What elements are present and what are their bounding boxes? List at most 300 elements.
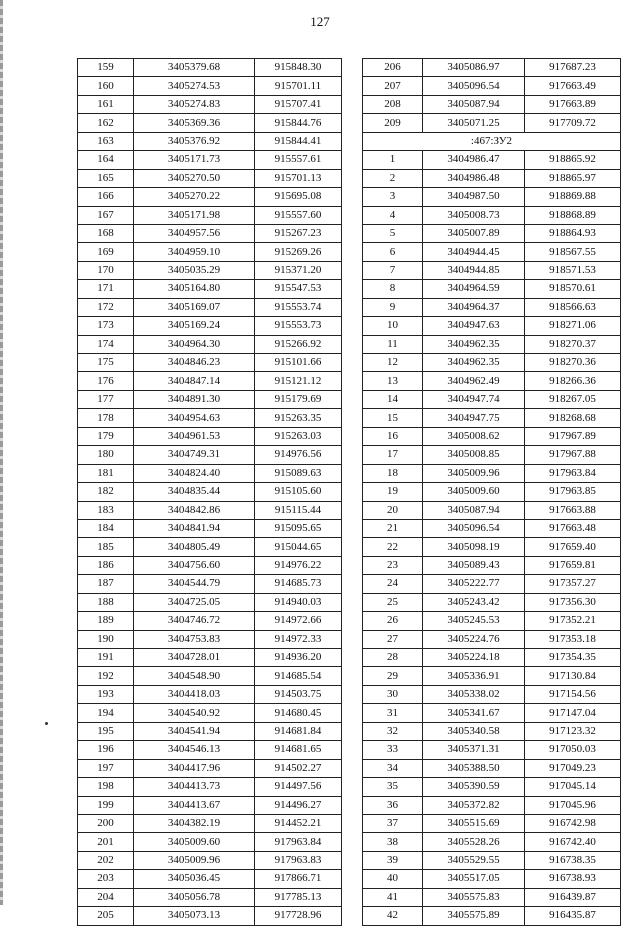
point-number-cell: 41: [363, 888, 423, 906]
x-coordinate-cell: 3405340.58: [423, 722, 525, 740]
table-row: [78, 851, 342, 869]
table-row: [363, 390, 621, 408]
table-row: [78, 741, 342, 759]
point-number-cell: 38: [363, 833, 423, 851]
x-coordinate-cell: 3404841.94: [134, 519, 255, 537]
y-coordinate-cell: 916742.98: [525, 814, 621, 832]
y-coordinate-cell: 915701.13: [255, 169, 342, 187]
x-coordinate-cell: 3404944.85: [423, 261, 525, 279]
table-row: [78, 372, 342, 390]
table-row: [363, 354, 621, 372]
point-number-cell: 186: [78, 556, 134, 574]
x-coordinate-cell: 3404418.03: [134, 685, 255, 703]
x-coordinate-cell: 3404548.90: [134, 667, 255, 685]
point-number-cell: 190: [78, 630, 134, 648]
point-number-cell: 174: [78, 335, 134, 353]
x-coordinate-cell: 3405270.50: [134, 169, 255, 187]
point-number-cell: 176: [78, 372, 134, 390]
table-row: [78, 114, 342, 132]
point-number-cell: 189: [78, 612, 134, 630]
x-coordinate-cell: 3405009.96: [423, 464, 525, 482]
x-coordinate-cell: 3405515.69: [423, 814, 525, 832]
table-row: [78, 649, 342, 667]
x-coordinate-cell: 3405341.67: [423, 704, 525, 722]
table-row: [363, 280, 621, 298]
table-row: [78, 224, 342, 242]
point-number-cell: 177: [78, 390, 134, 408]
y-coordinate-cell: 917050.03: [525, 741, 621, 759]
table-row: [78, 261, 342, 279]
table-row: [363, 483, 621, 501]
y-coordinate-cell: 917659.40: [525, 538, 621, 556]
point-number-cell: 185: [78, 538, 134, 556]
x-coordinate-cell: 3405171.98: [134, 206, 255, 224]
x-coordinate-cell: 3404964.37: [423, 298, 525, 316]
y-coordinate-cell: 918869.88: [525, 188, 621, 206]
y-coordinate-cell: 915101.66: [255, 354, 342, 372]
x-coordinate-cell: 3405224.76: [423, 630, 525, 648]
x-coordinate-cell: 3404986.47: [423, 151, 525, 169]
table-row: [78, 354, 342, 372]
point-number-cell: 31: [363, 704, 423, 722]
table-row: [78, 667, 342, 685]
table-row: [363, 888, 621, 906]
x-coordinate-cell: 3405008.62: [423, 427, 525, 445]
y-coordinate-cell: 915121.12: [255, 372, 342, 390]
point-number-cell: 182: [78, 483, 134, 501]
point-number-cell: 10: [363, 317, 423, 335]
y-coordinate-cell: 914497.56: [255, 778, 342, 796]
x-coordinate-cell: 3404756.60: [134, 556, 255, 574]
y-coordinate-cell: 915115.44: [255, 501, 342, 519]
x-coordinate-cell: 3404962.49: [423, 372, 525, 390]
point-number-cell: 25: [363, 593, 423, 611]
y-coordinate-cell: 915105.60: [255, 483, 342, 501]
table-row: [363, 907, 621, 925]
table-row: [78, 538, 342, 556]
y-coordinate-cell: 917963.85: [525, 483, 621, 501]
point-number-cell: 36: [363, 796, 423, 814]
y-coordinate-cell: 917352.21: [525, 612, 621, 630]
x-coordinate-cell: 3404746.72: [134, 612, 255, 630]
point-number-cell: 208: [363, 95, 423, 113]
table-row: [363, 335, 621, 353]
y-coordinate-cell: 918864.93: [525, 224, 621, 242]
point-number-cell: 22: [363, 538, 423, 556]
table-row: [78, 630, 342, 648]
y-coordinate-cell: 915707.41: [255, 95, 342, 113]
y-coordinate-cell: 917785.13: [255, 888, 342, 906]
point-number-cell: 195: [78, 722, 134, 740]
y-coordinate-cell: 914972.33: [255, 630, 342, 648]
table-row: [78, 870, 342, 888]
section-label: :467:ЗУ2: [363, 132, 621, 150]
y-coordinate-cell: 916742.40: [525, 833, 621, 851]
point-number-cell: 175: [78, 354, 134, 372]
table-row: [363, 851, 621, 869]
x-coordinate-cell: 3405087.94: [423, 501, 525, 519]
table-row: [78, 575, 342, 593]
x-coordinate-cell: 3404959.10: [134, 243, 255, 261]
x-coordinate-cell: 3405338.02: [423, 685, 525, 703]
y-coordinate-cell: 916738.35: [525, 851, 621, 869]
table-row: [363, 188, 621, 206]
table-row: [363, 464, 621, 482]
point-number-cell: 184: [78, 519, 134, 537]
y-coordinate-cell: 917963.84: [255, 833, 342, 851]
table-row: [363, 298, 621, 316]
point-number-cell: 39: [363, 851, 423, 869]
table-row: [78, 446, 342, 464]
point-number-cell: 192: [78, 667, 134, 685]
point-number-cell: 19: [363, 483, 423, 501]
y-coordinate-cell: 917154.56: [525, 685, 621, 703]
point-number-cell: 33: [363, 741, 423, 759]
point-number-cell: 11: [363, 335, 423, 353]
table-row: [363, 538, 621, 556]
x-coordinate-cell: 3404544.79: [134, 575, 255, 593]
table-row: [78, 169, 342, 187]
table-row: [78, 317, 342, 335]
point-number-cell: 16: [363, 427, 423, 445]
y-coordinate-cell: 918271.06: [525, 317, 621, 335]
point-number-cell: 30: [363, 685, 423, 703]
y-coordinate-cell: 918267.05: [525, 390, 621, 408]
y-coordinate-cell: 917045.96: [525, 796, 621, 814]
x-coordinate-cell: 3405372.82: [423, 796, 525, 814]
table-row: [363, 372, 621, 390]
point-number-cell: 17: [363, 446, 423, 464]
table-row: [363, 704, 621, 722]
x-coordinate-cell: 3404835.44: [134, 483, 255, 501]
table-row: [78, 814, 342, 832]
table-row: [363, 796, 621, 814]
x-coordinate-cell: 3404964.30: [134, 335, 255, 353]
x-coordinate-cell: 3405008.85: [423, 446, 525, 464]
y-coordinate-cell: 918865.97: [525, 169, 621, 187]
y-coordinate-cell: 914503.75: [255, 685, 342, 703]
point-number-cell: 172: [78, 298, 134, 316]
point-number-cell: 20: [363, 501, 423, 519]
y-coordinate-cell: 914685.73: [255, 575, 342, 593]
x-coordinate-cell: 3405224.18: [423, 649, 525, 667]
x-coordinate-cell: 3405164.80: [134, 280, 255, 298]
point-number-cell: 160: [78, 77, 134, 95]
x-coordinate-cell: 3405336.91: [423, 667, 525, 685]
point-number-cell: 35: [363, 778, 423, 796]
point-number-cell: 15: [363, 409, 423, 427]
y-coordinate-cell: 917147.04: [525, 704, 621, 722]
y-coordinate-cell: 918865.92: [525, 151, 621, 169]
table-row: [363, 206, 621, 224]
binding-edge: [0, 0, 3, 905]
y-coordinate-cell: 918571.53: [525, 261, 621, 279]
y-coordinate-cell: 917354.35: [525, 649, 621, 667]
x-coordinate-cell: 3405007.89: [423, 224, 525, 242]
y-coordinate-cell: 917357.27: [525, 575, 621, 593]
x-coordinate-cell: 3404546.13: [134, 741, 255, 759]
point-number-cell: 37: [363, 814, 423, 832]
x-coordinate-cell: 3405169.24: [134, 317, 255, 335]
table-row: [363, 722, 621, 740]
y-coordinate-cell: 915553.74: [255, 298, 342, 316]
x-coordinate-cell: 3405008.73: [423, 206, 525, 224]
point-number-cell: 205: [78, 907, 134, 925]
table-row: [78, 612, 342, 630]
x-coordinate-cell: 3405575.89: [423, 907, 525, 925]
point-number-cell: 209: [363, 114, 423, 132]
x-coordinate-cell: 3404957.56: [134, 224, 255, 242]
y-coordinate-cell: 914972.66: [255, 612, 342, 630]
point-number-cell: 194: [78, 704, 134, 722]
point-number-cell: 4: [363, 206, 423, 224]
table-row: [363, 556, 621, 574]
x-coordinate-cell: 3404954.63: [134, 409, 255, 427]
table-row: [78, 778, 342, 796]
point-number-cell: 5: [363, 224, 423, 242]
point-number-cell: 40: [363, 870, 423, 888]
point-number-cell: 180: [78, 446, 134, 464]
table-row: [363, 575, 621, 593]
coordinates-table-left: [77, 58, 342, 926]
x-coordinate-cell: 3405096.54: [423, 77, 525, 95]
point-number-cell: 166: [78, 188, 134, 206]
x-coordinate-cell: 3405098.19: [423, 538, 525, 556]
x-coordinate-cell: 3404541.94: [134, 722, 255, 740]
x-coordinate-cell: 3405056.78: [134, 888, 255, 906]
y-coordinate-cell: 915553.73: [255, 317, 342, 335]
table-row: [363, 114, 621, 132]
point-number-cell: 179: [78, 427, 134, 445]
y-coordinate-cell: 915547.53: [255, 280, 342, 298]
y-coordinate-cell: 914681.84: [255, 722, 342, 740]
x-coordinate-cell: 3405035.29: [134, 261, 255, 279]
table-row: [78, 704, 342, 722]
x-coordinate-cell: 3405369.36: [134, 114, 255, 132]
table-row: [78, 151, 342, 169]
table-row: [78, 519, 342, 537]
table-row: [363, 833, 621, 851]
table-row: [78, 722, 342, 740]
x-coordinate-cell: 3405390.59: [423, 778, 525, 796]
y-coordinate-cell: 918868.89: [525, 206, 621, 224]
point-number-cell: 162: [78, 114, 134, 132]
point-number-cell: 191: [78, 649, 134, 667]
table-row: [363, 95, 621, 113]
point-number-cell: 168: [78, 224, 134, 242]
y-coordinate-cell: 914680.45: [255, 704, 342, 722]
y-coordinate-cell: 915179.69: [255, 390, 342, 408]
point-number-cell: 2: [363, 169, 423, 187]
table-row: [78, 759, 342, 777]
table-row: [78, 132, 342, 150]
table-row: [78, 298, 342, 316]
y-coordinate-cell: 917967.88: [525, 446, 621, 464]
table-row: [78, 390, 342, 408]
point-number-cell: 198: [78, 778, 134, 796]
table-row: [78, 95, 342, 113]
x-coordinate-cell: 3405036.45: [134, 870, 255, 888]
table-row: [363, 612, 621, 630]
point-number-cell: 201: [78, 833, 134, 851]
y-coordinate-cell: 917963.83: [255, 851, 342, 869]
table-row: [363, 667, 621, 685]
table-row: [363, 630, 621, 648]
table-row: [363, 77, 621, 95]
point-number-cell: 13: [363, 372, 423, 390]
x-coordinate-cell: 3404749.31: [134, 446, 255, 464]
y-coordinate-cell: 915089.63: [255, 464, 342, 482]
x-coordinate-cell: 3405274.83: [134, 95, 255, 113]
y-coordinate-cell: 917663.89: [525, 95, 621, 113]
table-row: [363, 814, 621, 832]
y-coordinate-cell: 914496.27: [255, 796, 342, 814]
point-number-cell: 173: [78, 317, 134, 335]
x-coordinate-cell: 3405376.92: [134, 132, 255, 150]
page-number: 127: [310, 14, 330, 29]
point-number-cell: 206: [363, 59, 423, 77]
y-coordinate-cell: 918566.63: [525, 298, 621, 316]
y-coordinate-cell: 917356.30: [525, 593, 621, 611]
x-coordinate-cell: 3404947.74: [423, 390, 525, 408]
x-coordinate-cell: 3404962.35: [423, 335, 525, 353]
y-coordinate-cell: 915701.11: [255, 77, 342, 95]
y-coordinate-cell: 918570.61: [525, 280, 621, 298]
table-row: [363, 151, 621, 169]
table-row: [78, 77, 342, 95]
table-row: [363, 759, 621, 777]
x-coordinate-cell: 3404847.14: [134, 372, 255, 390]
section-header-row: [363, 132, 621, 150]
x-coordinate-cell: 3405379.68: [134, 59, 255, 77]
y-coordinate-cell: 916435.87: [525, 907, 621, 925]
x-coordinate-cell: 3405517.05: [423, 870, 525, 888]
point-number-cell: 18: [363, 464, 423, 482]
y-coordinate-cell: 917967.89: [525, 427, 621, 445]
table-row: [78, 464, 342, 482]
table-row: [363, 224, 621, 242]
point-number-cell: 28: [363, 649, 423, 667]
x-coordinate-cell: 3405388.50: [423, 759, 525, 777]
point-number-cell: 21: [363, 519, 423, 537]
point-number-cell: 34: [363, 759, 423, 777]
point-number-cell: 1: [363, 151, 423, 169]
point-number-cell: 167: [78, 206, 134, 224]
x-coordinate-cell: 3404728.01: [134, 649, 255, 667]
y-coordinate-cell: 915267.23: [255, 224, 342, 242]
x-coordinate-cell: 3404846.23: [134, 354, 255, 372]
point-number-cell: 3: [363, 188, 423, 206]
table-row: [363, 741, 621, 759]
point-number-cell: 7: [363, 261, 423, 279]
x-coordinate-cell: 3404725.05: [134, 593, 255, 611]
table-row: [78, 833, 342, 851]
x-coordinate-cell: 3405009.60: [423, 483, 525, 501]
point-number-cell: 12: [363, 354, 423, 372]
x-coordinate-cell: 3404986.48: [423, 169, 525, 187]
x-coordinate-cell: 3405222.77: [423, 575, 525, 593]
table-row: [363, 685, 621, 703]
x-coordinate-cell: 3404842.86: [134, 501, 255, 519]
table-row: [363, 317, 621, 335]
point-number-cell: 164: [78, 151, 134, 169]
y-coordinate-cell: 914681.65: [255, 741, 342, 759]
table-row: [363, 446, 621, 464]
x-coordinate-cell: 3405009.60: [134, 833, 255, 851]
y-coordinate-cell: 915371.20: [255, 261, 342, 279]
y-coordinate-cell: 917353.18: [525, 630, 621, 648]
y-coordinate-cell: 914502.27: [255, 759, 342, 777]
x-coordinate-cell: 3404753.83: [134, 630, 255, 648]
table-row: [78, 427, 342, 445]
y-coordinate-cell: 917709.72: [525, 114, 621, 132]
y-coordinate-cell: 915044.65: [255, 538, 342, 556]
table-row: [78, 206, 342, 224]
y-coordinate-cell: 917663.49: [525, 77, 621, 95]
point-number-cell: 171: [78, 280, 134, 298]
y-coordinate-cell: 917045.14: [525, 778, 621, 796]
y-coordinate-cell: 914976.56: [255, 446, 342, 464]
x-coordinate-cell: 3404964.59: [423, 280, 525, 298]
y-coordinate-cell: 916738.93: [525, 870, 621, 888]
y-coordinate-cell: 915266.92: [255, 335, 342, 353]
y-coordinate-cell: 917963.84: [525, 464, 621, 482]
point-number-cell: 163: [78, 132, 134, 150]
point-number-cell: 200: [78, 814, 134, 832]
y-coordinate-cell: 918266.36: [525, 372, 621, 390]
table-row: [78, 59, 342, 77]
x-coordinate-cell: 3405274.53: [134, 77, 255, 95]
x-coordinate-cell: 3405243.42: [423, 593, 525, 611]
table-row: [78, 188, 342, 206]
table-row: [78, 888, 342, 906]
table-row: [78, 556, 342, 574]
table-row: [78, 907, 342, 925]
x-coordinate-cell: 3404962.35: [423, 354, 525, 372]
x-coordinate-cell: 3404961.53: [134, 427, 255, 445]
y-coordinate-cell: 917123.32: [525, 722, 621, 740]
table-row: [78, 409, 342, 427]
y-coordinate-cell: 915095.65: [255, 519, 342, 537]
x-coordinate-cell: 3404947.63: [423, 317, 525, 335]
x-coordinate-cell: 3405089.43: [423, 556, 525, 574]
point-number-cell: 9: [363, 298, 423, 316]
y-coordinate-cell: 915269.26: [255, 243, 342, 261]
table-row: [363, 649, 621, 667]
point-number-cell: 14: [363, 390, 423, 408]
point-number-cell: 29: [363, 667, 423, 685]
y-coordinate-cell: 917663.48: [525, 519, 621, 537]
point-number-cell: 159: [78, 59, 134, 77]
table-row: [78, 593, 342, 611]
y-coordinate-cell: 915848.30: [255, 59, 342, 77]
point-number-cell: 196: [78, 741, 134, 759]
table-row: [363, 501, 621, 519]
table-row: [363, 519, 621, 537]
y-coordinate-cell: 914940.03: [255, 593, 342, 611]
y-coordinate-cell: 915263.03: [255, 427, 342, 445]
table-row: [78, 501, 342, 519]
y-coordinate-cell: 917659.81: [525, 556, 621, 574]
point-number-cell: 187: [78, 575, 134, 593]
table-row: [363, 261, 621, 279]
y-coordinate-cell: 917687.23: [525, 59, 621, 77]
x-coordinate-cell: 3405073.13: [134, 907, 255, 925]
x-coordinate-cell: 3404417.96: [134, 759, 255, 777]
x-coordinate-cell: 3405169.07: [134, 298, 255, 316]
x-coordinate-cell: 3405071.25: [423, 114, 525, 132]
stray-dot: [45, 722, 48, 725]
